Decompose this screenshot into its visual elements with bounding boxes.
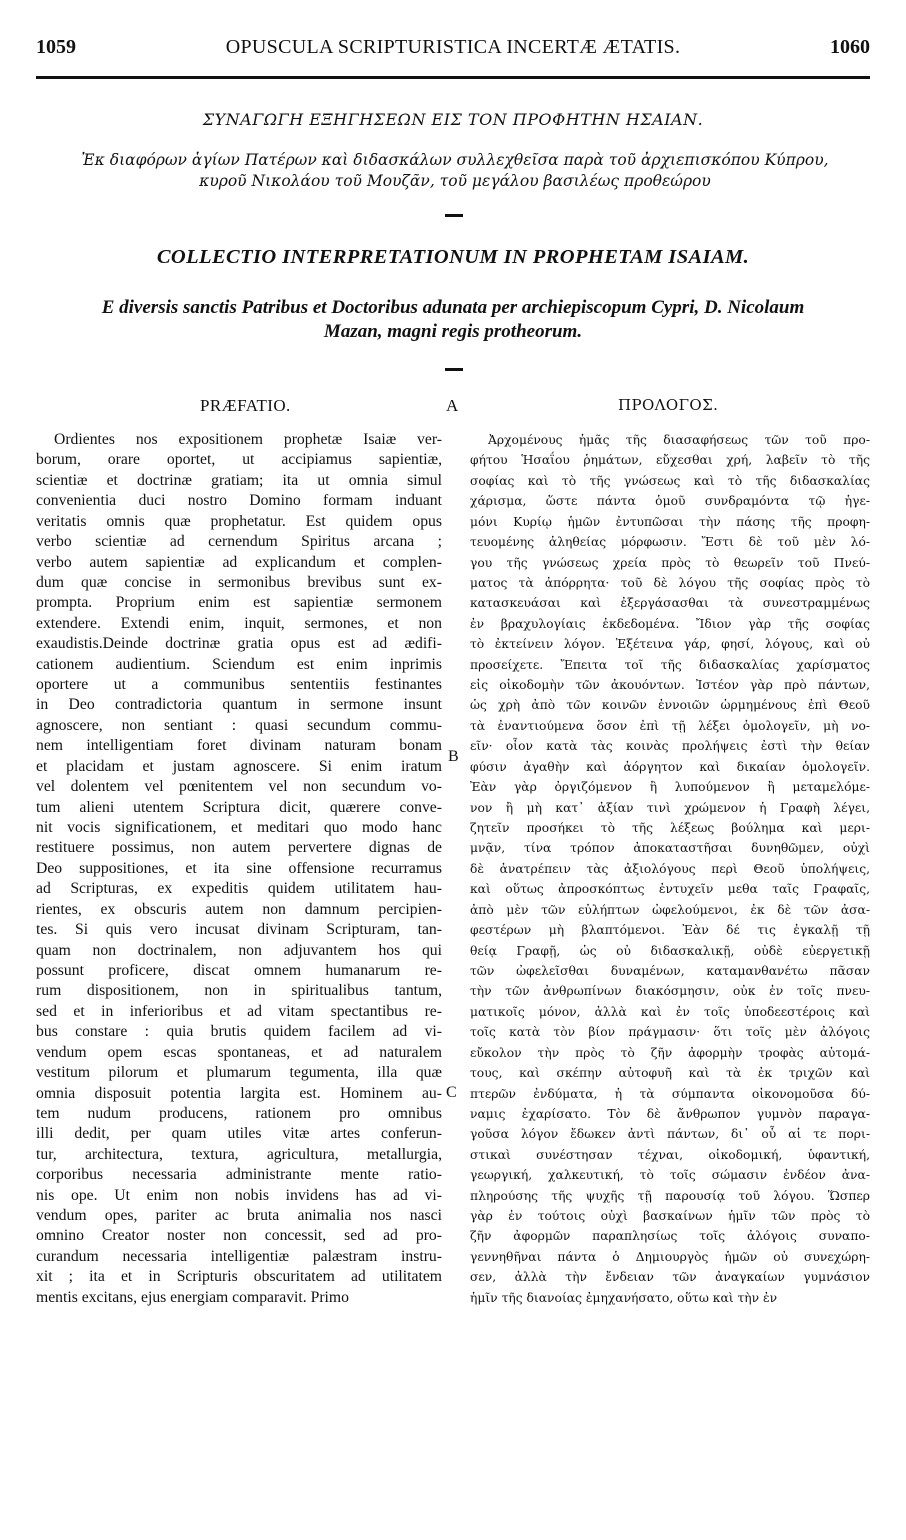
text-line: μνᾷν, τίνα τρόπον ἀποκαταστῆσαι δυνηθῶμεν, οὐχὶ <box>470 841 870 856</box>
text-line: πληρούσης τῆς ψυχῆς τῇ παρουσίᾳ τοῦ λόγου. Ὥσπερ <box>470 1188 870 1203</box>
text-line: προσείχετε. Ἔπειτα τοῖ τῆς διδασκαλίας χαρίσματος <box>470 657 870 672</box>
text-line: mentis excitans, ejus energiam comparavit. Primo <box>36 1288 349 1306</box>
text-line: veritatis omnis quæ prophetatur. Est quidem opus <box>36 512 442 530</box>
text-line: vestitum pilorum et plumarum tegumenta, illa quæ <box>36 1064 442 1082</box>
text-line: γεννηθῆναι πάντα ὁ Δημιουργὸς ἡμῶν οὐ συνεχώρη- <box>470 1249 870 1264</box>
text-line: illi dedit, per quam utiles vitæ artes conferun- <box>36 1125 442 1143</box>
text-line: ζῆν ἀφορμῶν παραπλησίως τοῖς ἀλόγοις συναπο- <box>470 1229 870 1244</box>
text-line: νον ἢ μὴ κατ᾽ ἀξίαν τινὶ χρώμενον ἡ Γραφὴ λέγει, <box>470 800 870 815</box>
text-line: vendum opes, pariter ac bruta animalia nos nasci <box>36 1207 442 1225</box>
text-line: ματικοῖς μόνον, ἀλλὰ καὶ ἐν τοῖς ὑποδεεστέροις καὶ <box>470 1004 870 1019</box>
text-line: σεν, ἀλλὰ τὴν ἔνδειαν τῶν ἀναγκαίων γυμνάσιον <box>470 1270 870 1285</box>
text-line: rientes, ex obscuris autem non damnum percipien- <box>36 900 442 918</box>
text-line: ὡς χρὴ ἀπὸ τῶν κοινῶν ἐννοιῶν ὡρμημένους ἐπὶ Θεοῦ <box>470 698 870 713</box>
header-rule <box>36 76 870 79</box>
text-line: tes. Si quis vero incusat divinam Scripturam, tan- <box>36 921 442 939</box>
text-line: nit vocis significationem, et meditari quo modo hanc <box>36 819 442 837</box>
text-line: ζητεῖν προσήκει τὸ τῆς λέξεως βούλημα καὶ μερι- <box>470 821 870 836</box>
text-line: εὔκολον τὴν πρὸς τὸ ζῆν ἀφορμὴν τροφὰς αὐτομά- <box>470 1045 870 1060</box>
text-line: verbo scientiæ ad cernendum Spiritus arcana ; <box>36 533 442 551</box>
text-line: θείᾳ Γραφῇ, ὡς οὐ διδασκαλικῇ, οὐδὲ εὐεργετικῇ <box>470 943 870 958</box>
latin-subtitle-line: Mazan, magni regis protheorum. <box>323 321 583 342</box>
latin-column-heading: PRÆFATIO. <box>200 396 291 415</box>
text-line: τὴν τῶν ἀνθρωπίνων διακόσμησιν, οὐκ ἐν τοῖς πνευ- <box>470 984 870 999</box>
text-line: φύσιν ἀγαθὴν καὶ ἀόργητον καὶ δικαίαν ὁμολογεῖν. <box>470 759 870 774</box>
text-line: convenientia duci nostro Domino formam induant <box>36 492 442 510</box>
text-line: Ἐὰν γὰρ ὀργιζόμενον ἢ λυπούμενον ἢ μεταμελόμε- <box>470 780 870 795</box>
running-title: OPUSCULA SCRIPTURISTICA INCERTÆ ÆTATIS. <box>225 36 681 58</box>
text-line: corporibus necessaria administrante mente ratio- <box>36 1166 442 1184</box>
text-line: τὸ ἐκτείνειν λόγον. Ἐξέτεινα γάρ, φησί, λόγους, καὶ οὐ <box>470 637 870 652</box>
text-line: restituere possimus, non autem pervertere dignas de <box>36 839 442 857</box>
greek-column <box>470 430 870 1308</box>
text-line: ματος τὰ ἀπόρρητα· τοῦ δὲ λόγου τῆς σοφίας πρὸς τὸ <box>470 575 870 590</box>
text-line: extendere. Extendi enim, inquit, sermones, et non <box>36 614 442 632</box>
text-line: τευομένης ἀληθείας μόρφωσιν. Ἔστι δὲ τοῦ μὲν λό- <box>470 535 870 550</box>
title-divider <box>445 214 463 217</box>
text-line: oportere ut a communibus sententiis festinantes <box>36 676 442 694</box>
text-line: cationem audientium. Sciendum est enim inprimis <box>36 655 442 673</box>
text-line: ἡμῖν τῆς διανοίας ἐμηχανήσατο, οὕτω καὶ τὴν ἐν <box>470 1290 778 1305</box>
greek-subtitle <box>40 150 870 192</box>
margin-letter-a: A <box>446 396 459 415</box>
text-line: tem nudum producens, rationem pro omnibus <box>36 1104 442 1122</box>
text-line: μόνι Κυρίῳ ἡμῶν ἐντυπῶσαι τὴν πάσης τῆς προφη- <box>470 514 870 529</box>
text-line: εἰς οἰκοδομὴν τῶν ἀκουόντων. Ἰστέον γὰρ πρὸ πάντων, <box>470 678 870 693</box>
text-line: Ordientes nos expositionem prophetæ Isaiæ ver- <box>54 431 442 448</box>
text-line: quam non doctrinalem, non adjuvantem hos qui <box>36 941 442 959</box>
text-line: τους, καὶ σκέπην αὐτοφυῆ καὶ τὰ ἐκ τριχῶν καὶ <box>470 1066 870 1081</box>
text-line: verbo autem sapientiæ ad explicandum et complen- <box>36 553 442 571</box>
text-line: φήτου Ἡσαΐου ῥημάτων, εὔχεσθαι χρή, λαβεῖν τὸ τῆς <box>470 453 870 468</box>
text-line: sed et in inferioribus et ad vitam spectantibus re- <box>36 1002 442 1020</box>
text-line: dum quæ concise in sermonibus brevibus sunt ex- <box>36 573 442 591</box>
greek-subtitle-line: Ἐκ διαφόρων ἁγίων Πατέρων καὶ διδασκάλων συλλεχθεῖσα παρὰ τοῦ ἀρχιεπισκόπου Κύπρου, <box>81 151 829 169</box>
text-line: agnoscere, non sentiant : quasi secundum commu- <box>36 716 442 734</box>
text-line: εῖν· οἷον κατὰ τὰς κοινὰς προλήψεις ἐστὶ τὴν θείαν <box>470 739 870 754</box>
page-number-left: 1059 <box>36 36 76 58</box>
text-line: τῶν ὠφελεῖσθαι δυναμένων, καταμανθανέτω πᾶσαν <box>470 963 870 978</box>
text-line: Ἀρχομένους ἡμᾶς τῆς διασαφήσεως τῶν τοῦ προ- <box>488 433 870 447</box>
text-line: κατασκευάσαι καὶ ἐξεργάσασθαι τὰ συνεστραμμένως <box>470 596 870 611</box>
text-line: vel dolentem vel pœnitentem vel non secundum vo- <box>36 778 442 796</box>
text-line: et placidam et justam agnoscere. Si enim iratum <box>36 757 442 775</box>
text-line: δὲ ἀνατρέπειν τὰς ἀξιολόγους περὶ Θεοῦ ὑπολήψεις, <box>470 861 870 876</box>
text-line: nis ope. Ut enim non nobis invidens has ad vi- <box>36 1186 442 1204</box>
text-line: σοφίας καὶ τὸ τῆς γνώσεως καὶ τὸ τῆς διδασκαλίας <box>470 473 870 488</box>
text-line: τοῖς κατὰ τὸν βίον πράγμασιν· ὅτι τοῖς μὲν ἀλόγοις <box>470 1025 870 1040</box>
text-line: scientiæ et doctrinæ gratiam; ita ut omnia simul <box>36 471 442 489</box>
text-line: in Deo contradictoria quantum in sermone insunt <box>36 696 442 714</box>
text-line: γου τῆς γνώσεως χρεία πρὸς τὸ θεωρεῖν τοῦ Πνεύ- <box>470 555 870 570</box>
text-line: nem intelligentiam foret divinam naturam bonam <box>36 737 442 755</box>
text-line: ναμις ἐχαρίσατο. Τὸν δὲ ἄνθρωπον γυμνὸν παραγα- <box>470 1106 870 1121</box>
running-head <box>36 36 870 60</box>
text-line: γὰρ ἐν τούτοις οὐχὶ βασκαίνων ἡμῖν τῶν πρὸς τὸ <box>470 1209 870 1224</box>
text-line: rum dispositionem, non in spiritualibus tantum, <box>36 982 442 1000</box>
latin-subtitle-line: E diversis sanctis Patribus et Doctoribus adunata per archiepiscopum Cypri, D. Nicolaum <box>101 297 805 318</box>
text-line: ad Scripturas, ex expeditis quidem utilitatem hau- <box>36 880 442 898</box>
text-line: omnino Creator noster non concessit, sed ad pro- <box>36 1227 442 1245</box>
text-line: πτερῶν ἐνδύματα, ἡ τὰ σύμπαντα οἰκονομοῦσα δύ- <box>470 1086 870 1101</box>
margin-letter-c: C <box>446 1084 457 1101</box>
text-line: bus constare : quia brutis quidem facilem ad vi- <box>36 1023 442 1041</box>
latin-subtitle <box>36 296 870 344</box>
text-line: χάρισμα, ὥστε πάντα ὁμοῦ συνδραμόντα τῷ ἡγε- <box>470 494 870 509</box>
text-line: exaudistis.Deinde doctrinæ gratia opus est ad ædifi- <box>36 635 442 653</box>
title-divider <box>445 368 463 371</box>
text-line: curandum necessaria intelligentiæ palæstram instru- <box>36 1247 442 1265</box>
text-line: φεστέρων μὴ βλαπτόμενοι. Ἐὰν δέ τις ἐγκαλῇ τῇ <box>470 923 870 938</box>
greek-subtitle-line: κυροῦ Νικολάου τοῦ Μουζᾶν, τοῦ μεγάλου βασιλέως προθεώρου <box>199 172 711 190</box>
text-line: καὶ οὕτως ἀπροσκόπτως ἐντυχεῖν μεθα ταῖς Γραφαῖς, <box>470 882 870 897</box>
text-line: vendum opem escas spontaneas, et ad naturalem <box>36 1043 442 1061</box>
text-line: γεωργική, χαλκευτική, τὸ τοῖς σώμασιν ἐνδέον ἀνα- <box>470 1168 870 1183</box>
text-line: στικαὶ συνέστησαν τέχναι, οἰκοδομική, ὑφαντική, <box>470 1147 870 1162</box>
greek-title: ΣΥΝΑΓΩΓΗ ΕΞΗΓΗΣΕΩΝ ΕΙΣ ΤΟΝ ΠΡΟΦΗΤΗΝ ΗΣΑΙΑΝ. <box>202 110 704 129</box>
greek-column-heading: ΠΡΟΛΟΓΟΣ. <box>618 396 719 414</box>
text-line: possunt proficere, discat omnem humanarum re- <box>36 961 442 979</box>
text-line: xit ; ita et in Scripturis obscuritatem ad utilitatem <box>36 1268 442 1286</box>
text-line: γοῦσα λόγον ἔδωκεν ἀντὶ πάντων, δι᾽ οὗ αἱ τε πορι- <box>470 1127 870 1142</box>
text-line: borum, orare oportet, ut accipiamus sapientiæ, <box>36 451 442 469</box>
page-number-right: 1060 <box>830 36 870 58</box>
text-line: Deo suppositiones, et ita sine offensione recurramus <box>36 859 442 877</box>
text-line: omnia disposuit potentia largita est. Hominem au- <box>36 1084 442 1102</box>
text-line: tum alieni utentem Scriptura dicit, quærere conve- <box>36 798 442 816</box>
latin-title: COLLECTIO INTERPRETATIONUM IN PROPHETAM ISAIAM. <box>156 246 750 268</box>
margin-letter-b: B <box>448 748 459 765</box>
text-line: τὰ ἐναντιούμενα ὅσον ἐπὶ τῇ λέξει ὁμολογεῖν, μὴ νο- <box>470 718 870 733</box>
text-line: tur, architectura, textura, agricultura, metallurgia, <box>36 1145 442 1163</box>
text-line: prompta. Proprium enim est sapientiæ sermonem <box>36 594 442 612</box>
text-line: ἐν βραχυλογίαις ἐκδεδομένα. Ἴδιον γὰρ τῆς σοφίας <box>470 616 870 631</box>
latin-column <box>36 430 442 1308</box>
text-line: ἀπὸ μὲν τῶν εὐλήπτων ὠφελούμενοι, ἐκ δὲ τῶν ἀσα- <box>470 902 870 917</box>
